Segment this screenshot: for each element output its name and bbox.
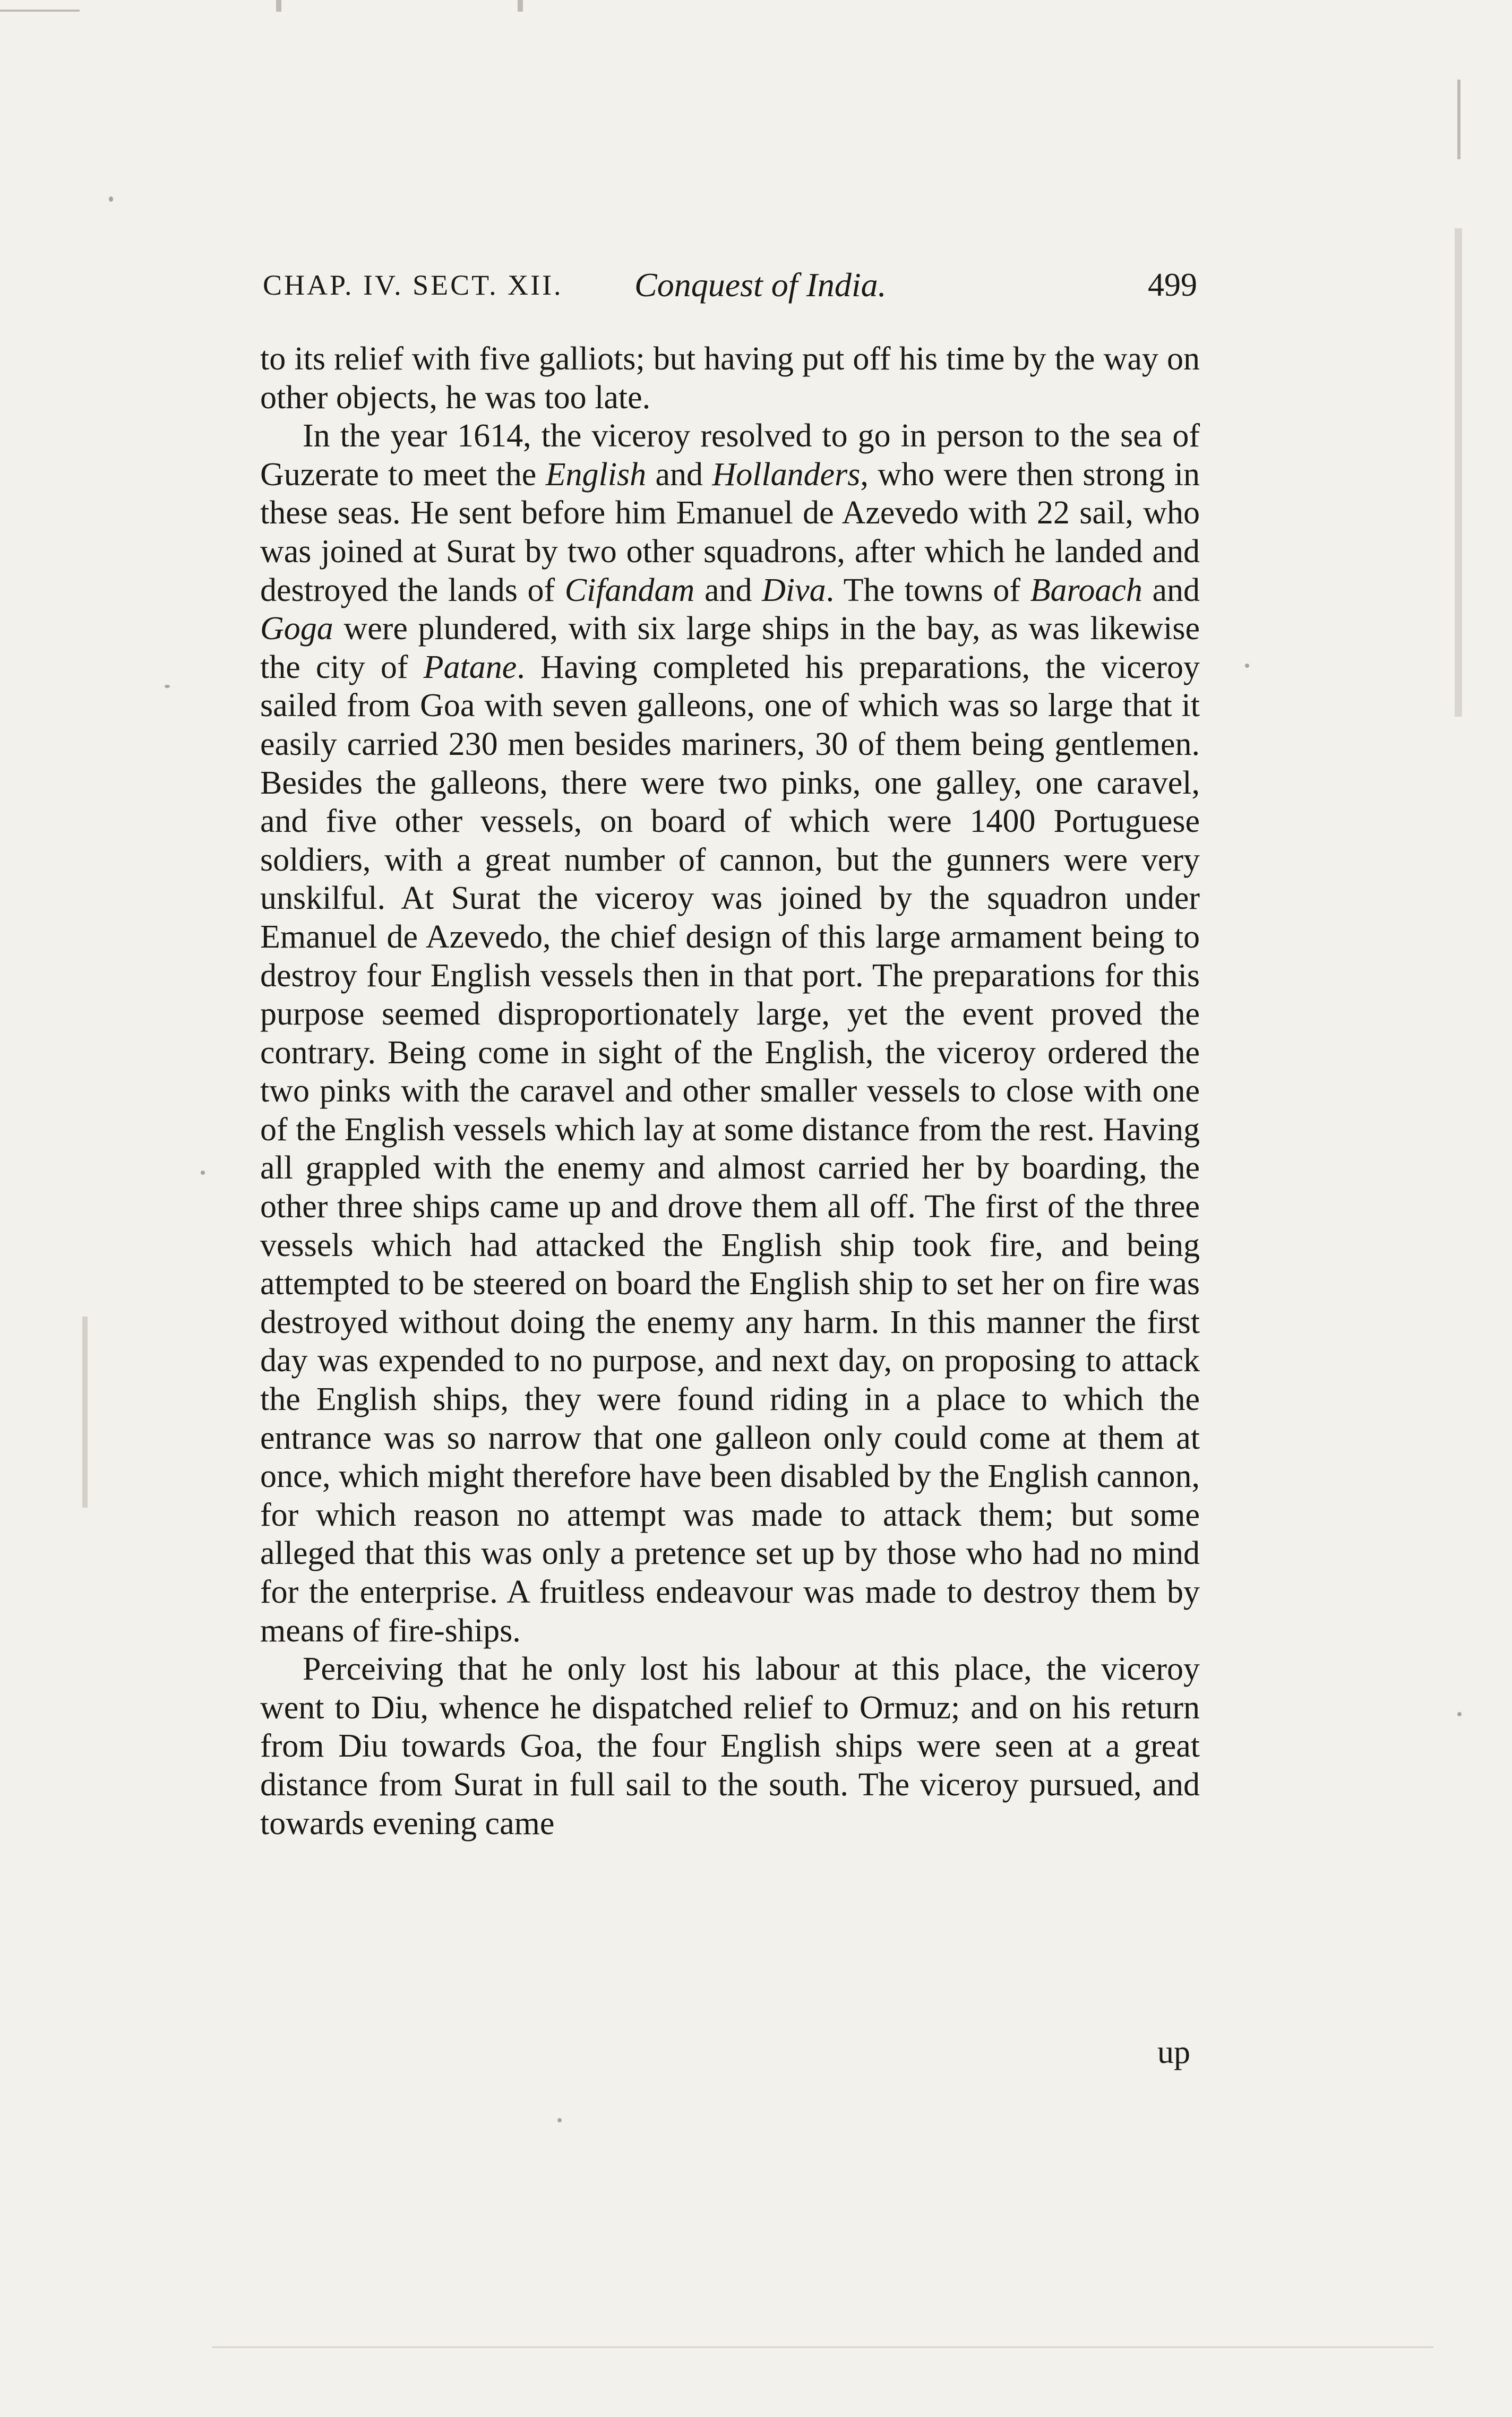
page-number: 499 bbox=[1148, 267, 1197, 303]
scan-artifact bbox=[557, 2118, 562, 2122]
text-segment: In the year 1614, the viceroy resolved to go in person to the sea of Guzerate to meet the bbox=[260, 418, 1200, 493]
text-segment: to its relief with five galliots; but having put off his time by the way on other objects, he was too late. bbox=[260, 341, 1200, 416]
italic-text: Goga bbox=[260, 610, 333, 647]
italic-text: Baroach bbox=[1030, 572, 1142, 608]
text-segment: and bbox=[1142, 572, 1200, 608]
italic-text: Patane bbox=[423, 649, 517, 685]
scan-artifact bbox=[1245, 664, 1249, 668]
text-segment: and bbox=[694, 572, 762, 608]
paragraph bbox=[260, 340, 1200, 417]
text-segment: . The towns of bbox=[826, 572, 1030, 608]
paragraph bbox=[260, 1650, 1200, 1843]
scan-artifact bbox=[1457, 80, 1461, 159]
italic-text: English bbox=[545, 456, 647, 493]
paragraph bbox=[260, 417, 1200, 1650]
text-segment: . Having completed his preparations, the viceroy sailed from Goa with seven galleons, one of which was so large that it easily carried 230 men besides mariners, 30 of them being gentlemen. Besides the galleons, there were two pinks, one galley, one caravel, and five other vessels, on board of which were 1400 Portuguese soldiers, with a great number of cannon, but the gunners were very unskilful. At Surat the viceroy was joined by the squadron under Emanuel de Azevedo, the chief design of this large armament being to destroy four English vessels then in that port. The preparations for this purpose seemed disproportionately large, yet the event proved the contrary. Being come in sight of the English, the viceroy ordered the two pinks with the caravel and other smaller vessels to close with one of the English vessels which lay at some distance from the rest. Having all grappled with the enemy and almost carried her by boarding, the other three ships came up and drove them all off. The first of the three vessels which had attacked the English ship took fire, and being attempted to be steered on board the English ship to set her on fire was destroyed without doing the enemy any harm. In this manner the first day was expended to no purpose, and next day, on proposing to attack the English ships, they were found riding in a place to which the entrance was so narrow that one galleon only could come at them at once, which might therefore have been disabled by the English cannon, for which reason no attempt was made to attack them; but some alleged that this was only a pretence set up by those who had no mind for the enterprise. A fruitless endeavour was made to destroy them by means of fire-ships. bbox=[260, 649, 1200, 1649]
text-segment: Perceiving that he only lost his labour at this place, the viceroy went to Diu, whence he dispatched relief to Ormuz; and on his return from Diu towards Goa, the four English ships were seen at a great distance from Surat in full sail to the south. The viceroy pursued, and towards evening came bbox=[260, 1651, 1200, 1842]
scan-artifact bbox=[82, 1317, 88, 1508]
body-text bbox=[260, 340, 1200, 1843]
chapter-section: CHAP. IV. SECT. XII. bbox=[263, 269, 563, 301]
text-segment: and bbox=[646, 456, 712, 493]
catchword: up bbox=[1157, 2034, 1190, 2070]
scan-artifact bbox=[109, 196, 113, 202]
scan-artifact bbox=[518, 0, 523, 12]
italic-text: Diva bbox=[762, 572, 826, 608]
running-header bbox=[263, 261, 1197, 309]
text-segment: were plundered, with six large ships in the bay, as was likewise the city of bbox=[260, 610, 1200, 685]
scan-artifact bbox=[212, 2346, 1433, 2348]
italic-text: Cifandam bbox=[564, 572, 695, 608]
scan-artifact bbox=[276, 0, 281, 12]
italic-text: Hollanders bbox=[712, 456, 861, 493]
scan-artifact bbox=[1457, 1712, 1462, 1716]
scan-artifact bbox=[0, 10, 80, 12]
scan-artifact bbox=[1455, 228, 1462, 717]
text-segment: , who were then strong in these seas. He sent before him Emanuel de Azevedo with 22 sail, who was joined at Surat by two other squadrons, after which he landed and destroyed the lands of bbox=[260, 456, 1200, 608]
running-title: Conquest of India. bbox=[634, 266, 887, 304]
scan-artifact bbox=[201, 1171, 205, 1175]
scan-artifact bbox=[165, 685, 170, 688]
